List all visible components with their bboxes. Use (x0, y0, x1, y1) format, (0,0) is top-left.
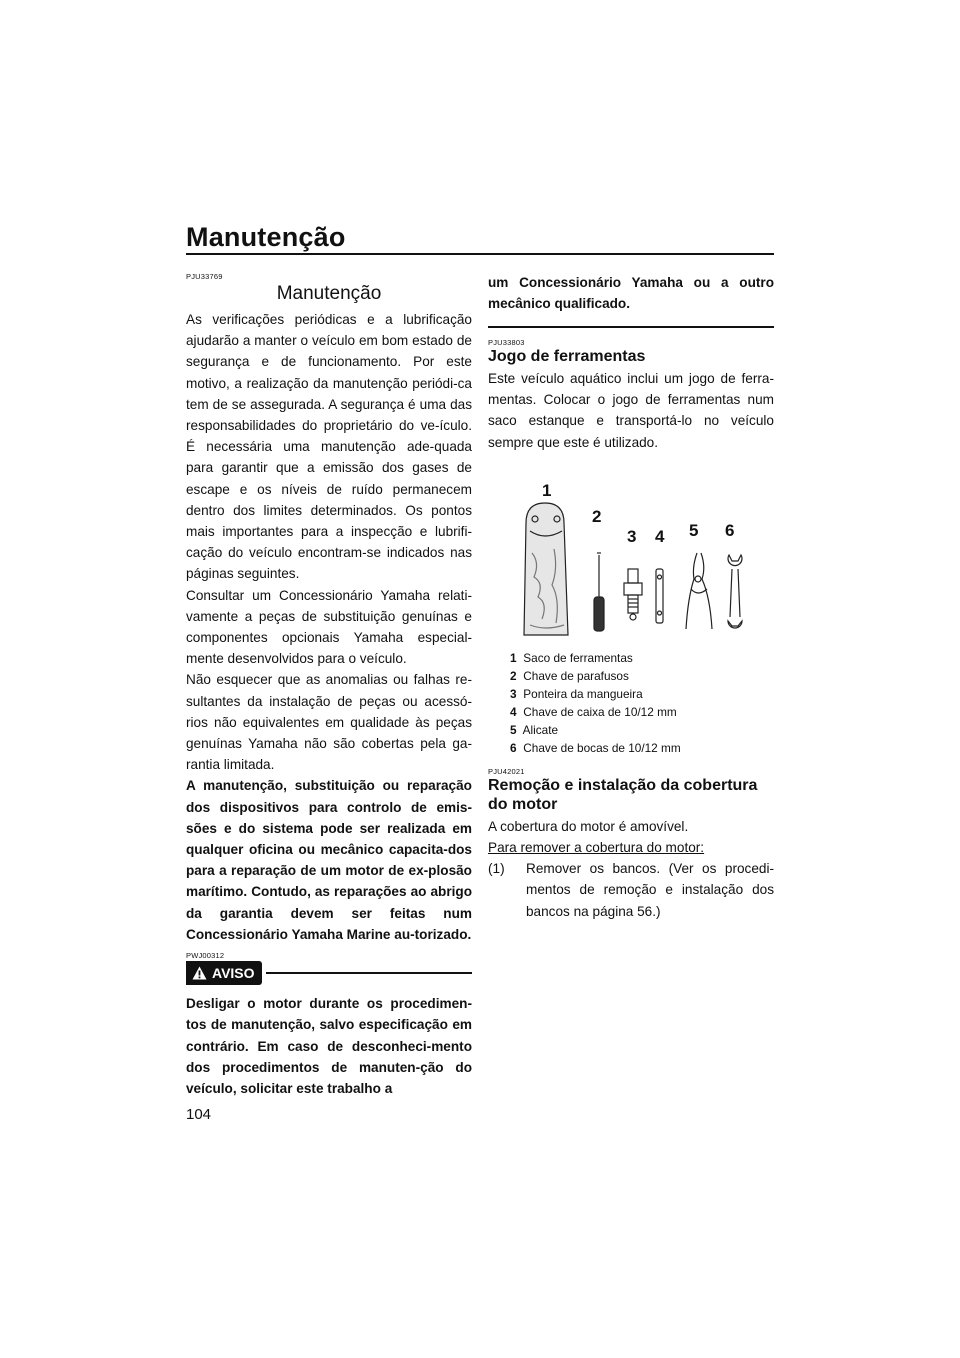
legend-item: 4 Chave de caixa de 10/12 mm (510, 704, 677, 719)
right-column (488, 272, 774, 922)
cover-paragraph: A cobertura do motor é amovível. (488, 818, 689, 834)
cover-heading: Remoção e instalação da cobertura do motor (488, 776, 758, 813)
page-number: 104 (186, 1106, 212, 1123)
aviso-badge (186, 961, 262, 985)
cover-code: PJU42021 (488, 766, 525, 776)
warning-triangle-icon (192, 966, 207, 980)
legend-item: 2 Chave de parafusos (510, 668, 629, 683)
hose-nozzle-icon (624, 569, 642, 620)
step-1-text: Remover os bancos. (Ver os procedi-mentos de remoção e instalação dos bancos na página 56.) (526, 861, 774, 919)
open-end-wrench-icon (728, 555, 742, 628)
warning-text: Desligar o motor durante os procedimen-tos de manutenção, salvo especificação em contrário. Em caso de desconheci-mento dos procedimentos de manuten-ção do veículo, solicitar este trabalho a (186, 996, 472, 1096)
tools-heading: Jogo de ferramentas (488, 347, 646, 365)
figure-legend (488, 649, 774, 757)
step-1-number: (1) (488, 861, 505, 877)
legend-item: 1 Saco de ferramentas (510, 650, 633, 665)
aviso-label: AVISO (212, 965, 255, 982)
emissions-paragraph: A manutenção, substituição ou reparação dos dispositivos para controlo de emis-sões e do sistema pode ser realizada em qualquer oficina ou mecânico capacita-dos para a reparação de um motor de ex-plosão marítimo. Contudo, as reparações ao abrigo da garantia devem ser feitas num Concessionário Yamaha Marine au-torizado. (186, 778, 472, 942)
dealer-paragraph: Consultar um Concessionário Yamaha relati-vamente a peças de substituição genuínas e componentes opcionais Yamaha especial-mente desenvolvidos para o veículo. (186, 587, 472, 667)
left-column (186, 272, 472, 1099)
toolkit-figure (488, 480, 774, 643)
figure-label-5: 5 (689, 520, 699, 540)
warning-code: PWJ00312 (186, 951, 225, 961)
toolkit-illustration (488, 493, 774, 643)
warranty-paragraph: Não esquecer que as anomalias ou falhas re-sultantes da instalação de peças ou acessó-rios não equivalentes em qualidade às peças genuínas Yamaha não são cobertas pela ga-rantia limitada. (186, 672, 472, 773)
figure-label-6: 6 (725, 520, 735, 540)
page-header-title: Manutenção (186, 222, 346, 252)
figure-label-4: 4 (655, 526, 665, 546)
tools-code: PJU33803 (488, 337, 525, 347)
legend-item: 3 Ponteira da mangueira (510, 686, 643, 701)
screwdriver-icon (594, 553, 604, 631)
tool-bag-icon (524, 503, 568, 635)
warning-rule (266, 972, 472, 974)
header-rule (186, 253, 774, 255)
remove-cover-subheading: Para remover a cobertura do motor: (488, 839, 705, 855)
warning-text-continued: um Concessionário Yamaha ou a outro mecânico qualificado. (488, 275, 774, 312)
step-1 (488, 858, 774, 922)
legend-item: 6 Chave de bocas de 10/12 mm (510, 740, 681, 755)
figure-label-3: 3 (627, 526, 637, 546)
intro-paragraph: As verificações periódicas e a lubrificação ajudarão a manter o veículo em bom estado de segurança e de funcionamento. Por este motivo, a realização da manutenção periódi-ca tem de se assegurada. A segurança é uma das responsabilidades do proprietário do ve-ículo. É necessária uma manutenção ade-quada para garantir que a emissão dos gases de escape e os níveis de ruído permanecem dentro dos limites determinados. Os pontos mais importantes para a inspecção e lubrifi-cação do veículo encontram-se indicados nas páginas seguintes. (186, 312, 472, 582)
section-code: PJU33769 (186, 272, 223, 281)
socket-wrench-icon (656, 569, 663, 623)
tools-paragraph: Este veículo aquático inclui um jogo de ferra-mentas. Colocar o jogo de ferramentas num saco estanque e transportá-lo no veículo sempre que este é utilizado. (488, 370, 774, 450)
section-title: Manutenção (276, 283, 382, 304)
pliers-icon (686, 553, 712, 629)
figure-label-1: 1 (542, 480, 552, 500)
warning-header (186, 961, 472, 985)
legend-item: 5 Alicate (510, 722, 559, 737)
figure-label-2: 2 (592, 506, 602, 526)
warning-end-rule (488, 326, 774, 328)
